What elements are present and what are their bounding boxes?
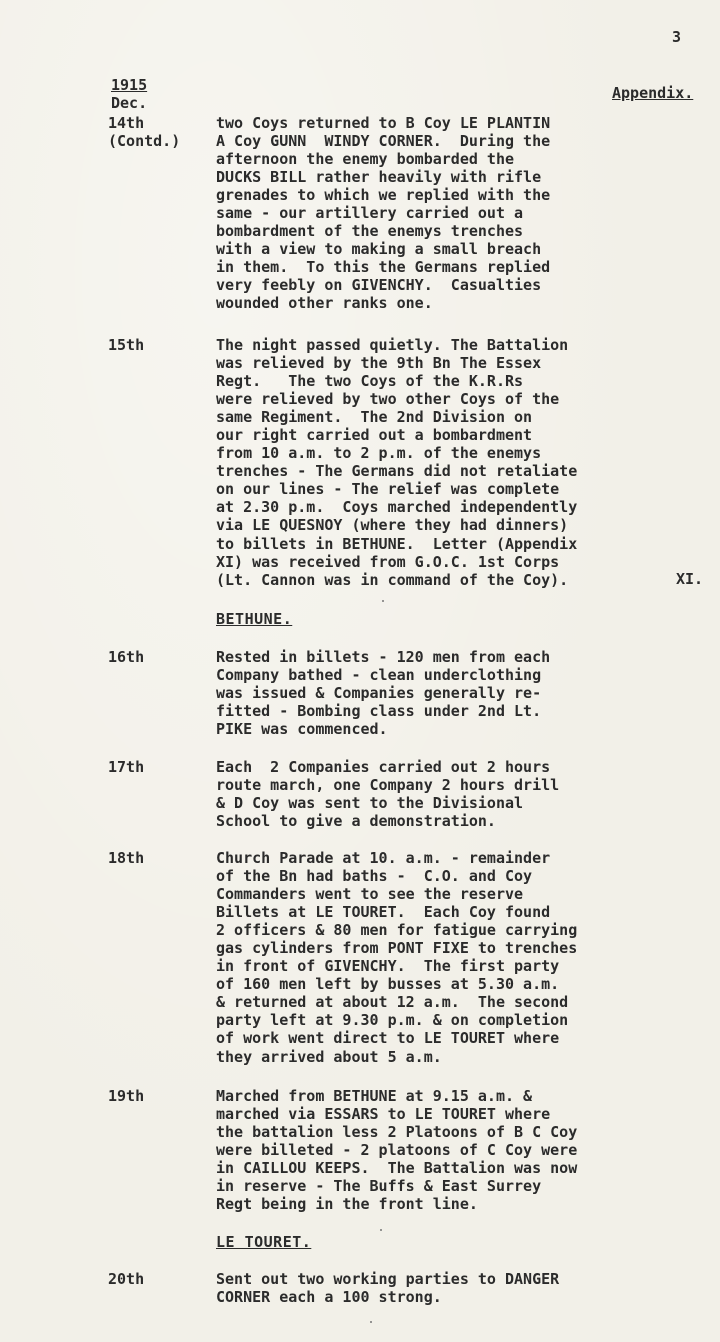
text-line: Regt being in the front line. bbox=[216, 1195, 478, 1214]
entry-date: 20th bbox=[108, 1270, 145, 1288]
text-line: trenches - The Germans did not retaliate bbox=[216, 462, 578, 481]
month-heading: Dec. bbox=[111, 94, 148, 112]
text-line: DUCKS BILL rather heavily with rifle bbox=[216, 168, 542, 187]
text-line: Billets at LE TOURET. Each Coy found bbox=[216, 903, 551, 922]
text-line: on our lines - The relief was complete bbox=[216, 480, 560, 499]
text-line: route march, one Company 2 hours drill bbox=[216, 776, 560, 795]
text-line: afternoon the enemy bombarded the bbox=[216, 150, 515, 169]
entry-text bbox=[216, 336, 646, 589]
entry-date: 19th bbox=[108, 1087, 145, 1105]
entry-date: 15th bbox=[108, 336, 145, 354]
appendix-column-header: Appendix. bbox=[612, 84, 694, 102]
text-line: same - our artillery carried out a bbox=[216, 204, 524, 223]
text-line: with a view to making a small breach bbox=[216, 240, 542, 259]
text-line: bombardment of the enemys trenches bbox=[216, 222, 524, 241]
text-line: & D Coy was sent to the Divisional bbox=[216, 794, 524, 813]
text-line: two Coys returned to B Coy LE PLANTIN bbox=[216, 114, 551, 132]
entry-text bbox=[216, 1270, 646, 1306]
text-line: from 10 a.m. to 2 p.m. of the enemys bbox=[216, 444, 542, 463]
text-line: was issued & Companies generally re- bbox=[216, 684, 542, 703]
text-line: Each 2 Companies carried out 2 hours bbox=[216, 758, 551, 776]
text-line: gas cylinders from PONT FIXE to trenches bbox=[216, 939, 578, 958]
text-line: grenades to which we replied with the bbox=[216, 186, 551, 205]
text-line: Marched from BETHUNE at 9.15 a.m. & bbox=[216, 1087, 533, 1105]
text-line: School to give a demonstration. bbox=[216, 812, 496, 831]
text-line: via LE QUESNOY (where they had dinners) bbox=[216, 516, 569, 535]
location-heading-le-touret: LE TOURET. bbox=[216, 1233, 312, 1251]
text-line: they arrived about 5 a.m. bbox=[216, 1047, 442, 1066]
text-line: The night passed quietly. The Battalion bbox=[216, 336, 569, 354]
text-line: PIKE was commenced. bbox=[216, 720, 388, 739]
entry-text bbox=[216, 648, 646, 738]
text-line: XI) was received from G.O.C. 1st Corps bbox=[216, 552, 560, 571]
text-line: marched via ESSARS to LE TOURET where bbox=[216, 1105, 551, 1124]
entry-text bbox=[216, 1087, 646, 1213]
text-line: very feebly on GIVENCHY. Casualties bbox=[216, 276, 542, 295]
text-line: our right carried out a bombardment bbox=[216, 426, 533, 445]
year-heading: 1915 bbox=[111, 76, 148, 94]
text-line: were billeted - 2 platoons of C Coy were bbox=[216, 1141, 578, 1160]
appendix-reference: XI. bbox=[676, 570, 704, 588]
text-line: in CAILLOU KEEPS. The Battalion was now bbox=[216, 1159, 578, 1178]
text-line: CORNER each a 100 strong. bbox=[216, 1288, 442, 1307]
entry-date: 14th (Contd.) bbox=[108, 114, 181, 150]
text-line: wounded other ranks one. bbox=[216, 294, 433, 313]
text-line: Rested in billets - 120 men from each bbox=[216, 648, 551, 666]
entry-text bbox=[216, 114, 646, 313]
paper-speck bbox=[382, 600, 384, 602]
page-number: 3 bbox=[672, 28, 682, 46]
text-line: in front of GIVENCHY. The first party bbox=[216, 957, 560, 976]
text-line: in them. To this the Germans replied bbox=[216, 258, 551, 277]
text-line: 2 officers & 80 men for fatigue carrying bbox=[216, 921, 578, 940]
text-line: in reserve - The Buffs & East Surrey bbox=[216, 1177, 542, 1196]
text-line: fitted - Bombing class under 2nd Lt. bbox=[216, 702, 542, 721]
location-heading-bethune: BETHUNE. bbox=[216, 610, 293, 628]
paper-speck bbox=[370, 1321, 372, 1323]
entry-date: 17th bbox=[108, 758, 145, 776]
text-line: & returned at about 12 a.m. The second bbox=[216, 993, 569, 1012]
text-line: A Coy GUNN WINDY CORNER. During the bbox=[216, 132, 551, 151]
text-line: (Lt. Cannon was in command of the Coy). bbox=[216, 570, 569, 589]
text-line: the battalion less 2 Platoons of B C Coy bbox=[216, 1123, 578, 1142]
text-line: Sent out two working parties to DANGER bbox=[216, 1270, 560, 1288]
text-line: were relieved by two other Coys of the bbox=[216, 390, 560, 409]
entry-text bbox=[216, 758, 646, 830]
entry-date: 16th bbox=[108, 648, 145, 666]
text-line: Church Parade at 10. a.m. - remainder bbox=[216, 849, 551, 867]
text-line: to billets in BETHUNE. Letter (Appendix bbox=[216, 534, 578, 553]
text-line: of the Bn had baths - C.O. and Coy bbox=[216, 867, 533, 886]
entry-date: 18th bbox=[108, 849, 145, 867]
text-line: party left at 9.30 p.m. & on completion bbox=[216, 1011, 569, 1030]
paper-speck bbox=[380, 1229, 382, 1231]
text-line: at 2.30 p.m. Coys marched independently bbox=[216, 498, 578, 517]
text-line: of work went direct to LE TOURET where bbox=[216, 1029, 560, 1048]
text-line: was relieved by the 9th Bn The Essex bbox=[216, 354, 542, 373]
text-line: Regt. The two Coys of the K.R.Rs bbox=[216, 372, 524, 391]
text-line: Company bathed - clean underclothing bbox=[216, 666, 542, 685]
text-line: same Regiment. The 2nd Division on bbox=[216, 408, 533, 427]
text-line: of 160 men left by busses at 5.30 a.m. bbox=[216, 975, 560, 994]
text-line: Commanders went to see the reserve bbox=[216, 885, 524, 904]
entry-text bbox=[216, 849, 646, 1066]
